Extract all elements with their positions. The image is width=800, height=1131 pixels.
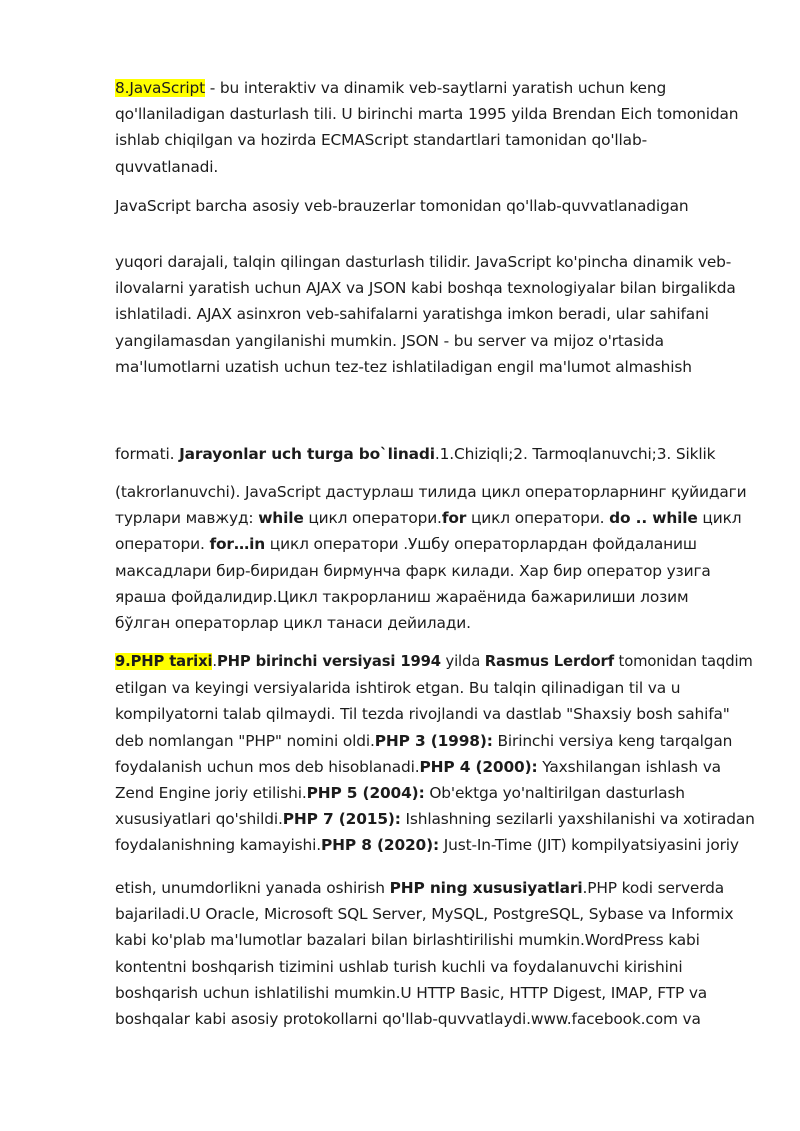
text-line: boshqarish uchun ishlatilishi mumkin.U HTTP Basic, HTTP Digest, IMAP, FTP va [115,983,708,1002]
text-line: foydalanishning kamayishi. [115,836,322,855]
text-line: kabi ko'plab ma'lumotlar bazalari bilan birlashtirilishi mumkin.WordPress kabi [115,931,700,950]
text-line: бўлган операторлар цикл танаси дейилади. [115,614,471,633]
text-line: .PHP kodi serverda [582,879,725,897]
bold-term: PHP 8 (2020): [321,836,440,855]
text-line: турлари мавжуд: [115,509,259,528]
text-line: ishlatiladi. AJAX asinxron veb-sahifalarni yaratishga imkon beradi, ular sahifani [115,305,709,324]
text-line: yuqori darajali, talqin qilingan dasturlash tilidir. JavaScript ko'pincha dinamik veb- [115,253,732,271]
bold-term: PHP 7 (2015): [282,810,401,829]
paragraph-javascript-ajax-json [115,249,745,380]
bold-term: for…in [209,535,266,554]
text-line: deb nomlangan "PHP" nomini oldi. [115,731,375,750]
bold-term: PHP 4 (2000): [419,757,538,776]
text-line: Birinchi versiya keng tarqalgan [492,731,733,750]
text-line: Ishlashning sezilarli yaxshilanishi va xotiradan [400,810,755,829]
text-line: Zend Engine joriy etilishi. [115,784,307,803]
bold-term: while [258,509,304,528]
section-heading-javascript: 8.JavaScript [115,79,206,97]
text-line: yangilamasdan yangilanishi mumkin. JSON - bu server va mijoz o'rtasida [115,331,664,350]
text-line: etilgan va keyingi versiyalarida ishtirok etgan. Bu talqin qilinadigan til va u [115,679,681,698]
text-line: .1.Chiziqli;2. Tarmoqlanuvchi;3. Siklik [434,445,716,463]
text-line: formati. [115,445,180,463]
bold-term: PHP 5 (2004): [306,784,425,803]
text-line: kompilyatorni talab qilmaydi. Til tezda rivojlandi va dastlab "Shaxsiy bosh sahifa" [115,705,730,724]
text-line: foydalanish uchun mos deb hisoblanadi. [115,757,420,776]
text-line: цикл оператори. [466,509,610,528]
paragraph-javascript-support [115,193,745,219]
text-line: оператори. [115,535,210,554]
text-line: (takrorlanuvchi). JavaScript дастурлаш тилида цикл операторларнинг қуйидаги [115,483,747,501]
text-line: - bu interaktiv va dinamik veb-saytlarni yaratish uchun keng [205,79,667,97]
bold-term: PHP birinchi versiyasi 1994 [216,653,441,670]
text-line: цикл оператори .Ушбу операторлардан фойдаланиш [265,535,697,554]
text-line: tomonidan taqdim [614,653,753,670]
text-line: яраша фойдалидир.Цикл такрорланиш жараёнида бажарилиши лозим [115,587,689,606]
bold-term: Jarayonlar uch turga bo`linadi [179,445,435,463]
paragraph-javascript-intro [115,75,745,180]
text-line: etish, unumdorlikni yanada oshirish [115,879,390,897]
text-line: quvvatlanadi. [115,157,219,176]
text-line: JavaScript barcha asosiy veb-brauzerlar tomonidan qo'llab-quvvatlanadigan [115,197,689,215]
text-line: Ob'ektga yo'naltirilgan dasturlash [424,784,685,803]
text-line: ishlab chiqilgan va hozirda ECMAScript standartlari tamonidan qo'llab- [115,131,647,150]
text-line: ilovalarni yaratish uchun AJAX va JSON kabi boshqa texnologiyalar bilan birgalikda [115,279,736,298]
text-line: цикл оператори. [303,509,442,528]
text-line: bajariladi.U Oracle, Microsoft SQL Server, MySQL, PostgreSQL, Sybase va Informix [115,905,734,924]
bold-term: PHP 3 (1998): [374,731,493,750]
bold-term: do .. while [609,509,698,528]
bold-term: Rasmus Lerdorf [484,653,614,670]
text-line: qo'llaniladigan dasturlash tili. U birinchi marta 1995 yilda Brendan Eich tomonidan [115,105,739,124]
text-line: xususiyatlari qo'shildi. [115,810,283,829]
text-line: цикл [697,509,742,528]
paragraph-php-history [115,649,755,859]
bold-term: PHP ning xususiyatlari [389,879,583,897]
text-line: Just-In-Time (JIT) kompilyatsiyasini joriy [439,836,739,855]
text-line: максадлари бир-биридан бирмунча фарк килади. Хар бир оператор узига [115,561,711,580]
text-line: kontentni boshqarish tizimini ushlab turish kuchli va foydalanuvchi kirishini [115,957,683,976]
text-line: yilda [440,653,485,670]
paragraph-loop-operators [115,479,745,636]
text-line: . [212,653,217,670]
paragraph-process-types [115,441,745,467]
text-line: boshqalar kabi asosiy protokollarni qo'llab-quvvatlaydi.www.facebook.com va [115,1010,701,1029]
text-line: Yaxshilangan ishlash va [537,757,721,776]
text-line: ma'lumotlarni uzatish uchun tez-tez ishlatiladigan engil ma'lumot almashish [115,357,692,376]
section-heading-php: 9.PHP tarixi [115,653,213,670]
bold-term: for [441,509,467,528]
paragraph-php-features [115,875,745,1032]
